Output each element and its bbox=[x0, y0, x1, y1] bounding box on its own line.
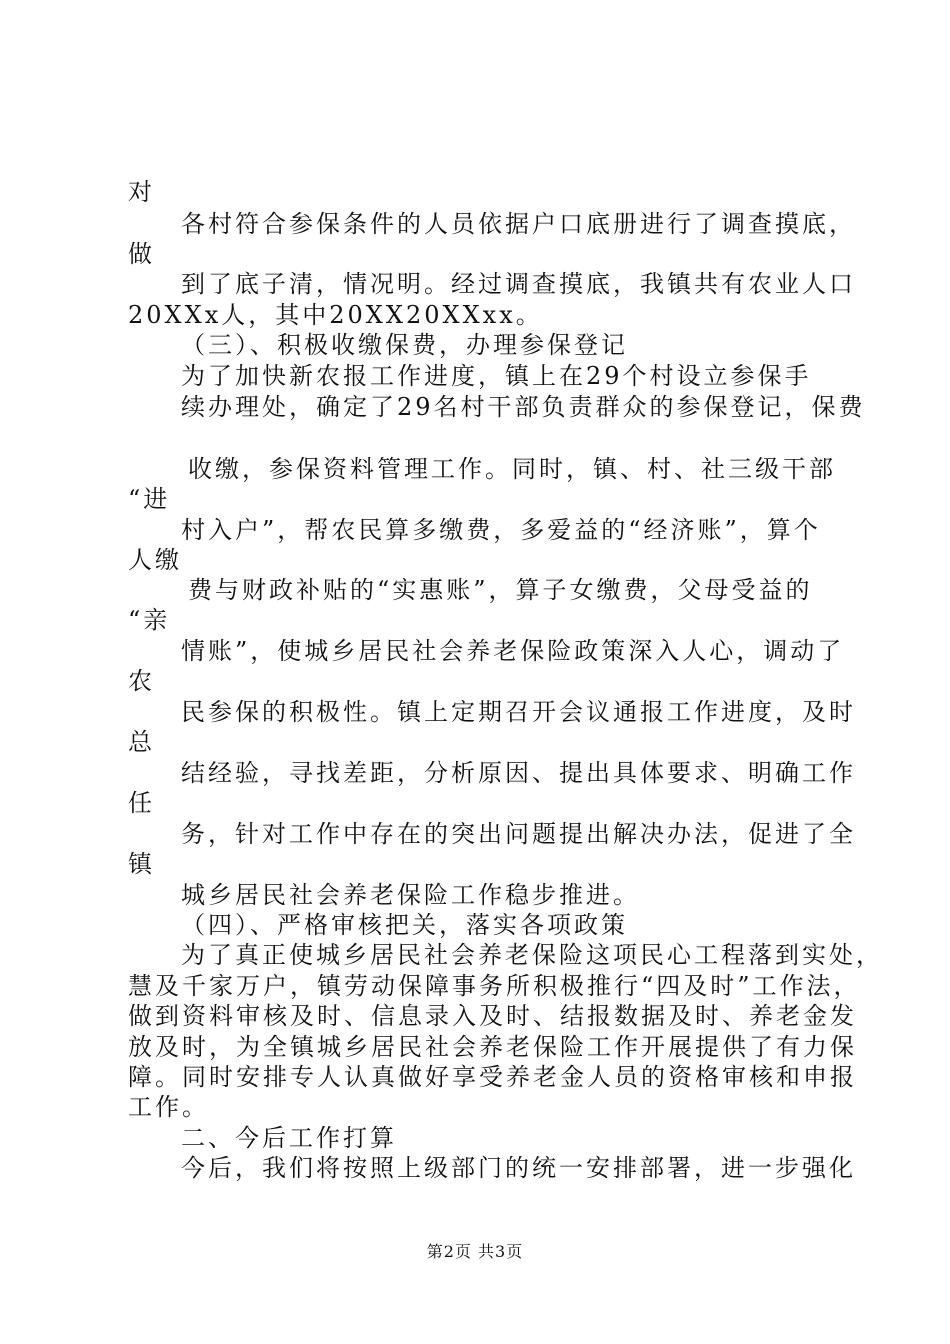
text-line: 为了真正使城乡居民社会养老保险这项民心工程落到实处， bbox=[181, 941, 883, 969]
section-heading: （三）、积极收缴保费，办理参保登记 bbox=[181, 331, 628, 359]
text-line: 障。同时安排专人认真做好享受养老金人员的资格审核和申报 bbox=[128, 1063, 857, 1091]
text-line: 对 bbox=[128, 178, 155, 206]
text-line: 20XXx人，其中20XX20XXxx。 bbox=[128, 301, 543, 329]
section-heading: （四）、严格审核把关，落实各项政策 bbox=[181, 911, 628, 939]
text-line: 为了加快新农报工作进度，镇上在29个村设立参保手 bbox=[181, 362, 812, 390]
text-line: 工作。 bbox=[128, 1093, 209, 1121]
page-number-footer: 第2页 共3页 bbox=[426, 1242, 524, 1261]
text-line: 镇 bbox=[128, 850, 155, 878]
text-line: 结经验，寻找差距，分析原因、提出具体要求、明确工作 bbox=[181, 759, 856, 787]
text-line: 收缴，参保资料管理工作。同时，镇、村、社三级干部 bbox=[188, 455, 836, 483]
section-heading: 二、今后工作打算 bbox=[181, 1124, 397, 1152]
text-line: 城乡居民社会养老保险工作稳步推进。 bbox=[181, 881, 640, 909]
text-line: 今后，我们将按照上级部门的统一安排部署，进一步强化 bbox=[181, 1154, 856, 1182]
text-line: 各村符合参保条件的人员依据户口底册进行了调查摸底， bbox=[181, 210, 856, 238]
text-line: “亲 bbox=[128, 606, 171, 634]
text-line: 慧及千家万户，镇劳动保障事务所积极推行“四及时”工作法， bbox=[128, 972, 861, 1000]
text-line: 做到资料审核及时、信息录入及时、结报数据及时、养老金发 bbox=[128, 1002, 857, 1030]
text-line: 农 bbox=[128, 667, 155, 695]
text-line: 到了底子清，情况明。经过调查摸底，我镇共有农业人口 bbox=[181, 270, 856, 298]
text-line: 费与财政补贴的“实惠账”，算子女缴费，父母受益的 bbox=[188, 576, 813, 604]
text-line: 务，针对工作中存在的突出问题提出解决办法，促进了全 bbox=[181, 820, 856, 848]
text-line: 村入户”，帮农民算多缴费，多爱益的“经济账”，算个 bbox=[181, 516, 821, 544]
text-line: 总 bbox=[128, 728, 155, 756]
text-line: 任 bbox=[128, 789, 155, 817]
text-line: 人缴 bbox=[128, 546, 182, 574]
text-line: 放及时，为全镇城乡居民社会养老保险工作开展提供了有力保 bbox=[128, 1033, 857, 1061]
text-line: 情账”，使城乡居民社会养老保险政策深入人心，调动了 bbox=[181, 637, 845, 665]
text-line: “进 bbox=[128, 485, 171, 513]
text-line: 做 bbox=[128, 240, 155, 268]
text-line: 续办理处，确定了29名村干部负责群众的参保登记，保费 bbox=[181, 393, 866, 421]
text-line: 民参保的积极性。镇上定期召开会议通报工作进度，及时 bbox=[181, 698, 856, 726]
